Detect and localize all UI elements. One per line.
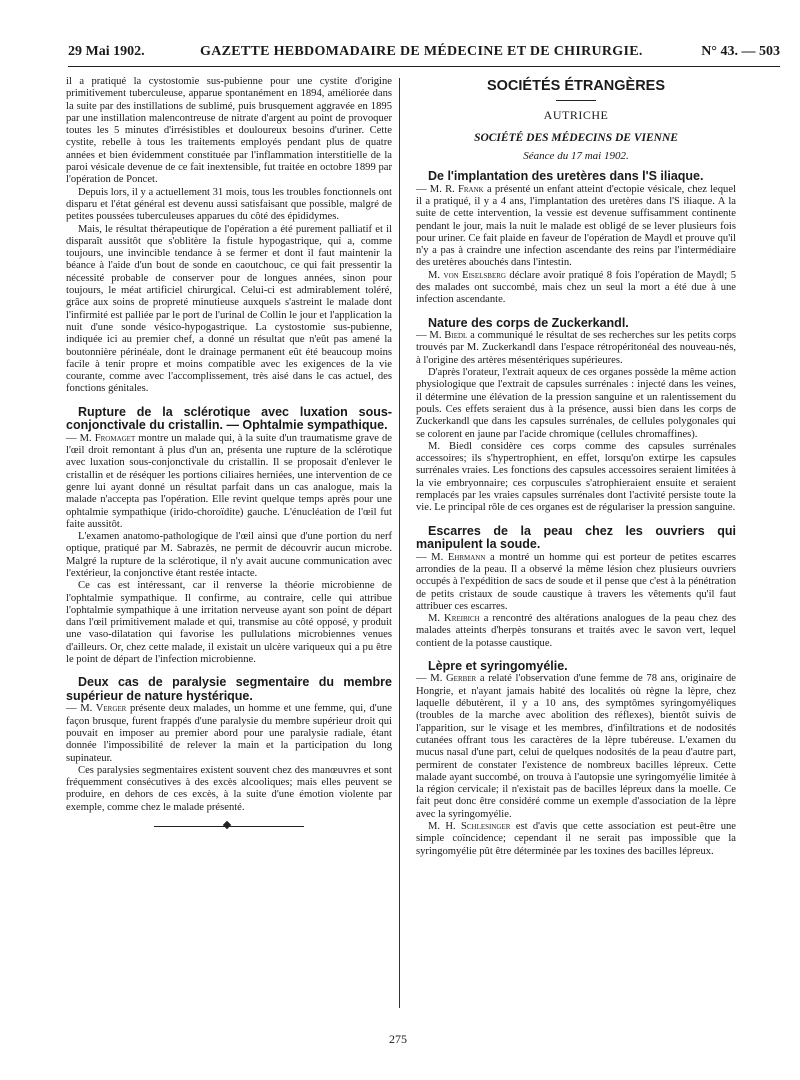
paragraph: Ce cas est intéressant, car il renverse la théorie microbienne de l'ophtalmie sympathique. Il confirme, au contraire, celle qui attribue l'ophtalmie sympathique à une irritation nerveuse ayant son point de départ dans l'œil primitivement malade et qui, transmise au côté opposé, y produit une vaso-dilatation qui favorise les pullulations microbiennes venues d'ailleurs. Or, chez cette malade, il existait un ulcère variqueux qui a pu être le point de départ de l'infection microbienne. [66, 580, 392, 666]
author-name: — M. Biedl [416, 330, 468, 342]
column-divider [399, 78, 400, 1008]
paragraph-text: a communiqué le résultat de ses recherches sur les petits corps trouvés par M. Zuckerkandl dans l'espace rétropéritonéal des nouveau-nés, à l'origine des artères mésentériques supérieures. [416, 330, 737, 366]
paragraph: Depuis lors, il y a actuellement 31 mois, tous les troubles fonctionnels ont disparu et l'état général est devenu aussi satisfaisant que possible, malgré de petites poussées tuberculeuses apparues du côté des épididymes. [66, 186, 392, 223]
paragraph: L'examen anatomo-pathologique de l'œil ainsi que d'une portion du nerf optique, pratiqué par M. Sabrazès, ne permit de découvrir aucun microbe. Malgré la rupture de la sclérotique, il n'y avait aucune communication avec l'extérieur, la conjonctive étant restée intacte. [66, 531, 392, 579]
heading-text: De l'implantation des uretères dans l'S iliaque. [428, 169, 704, 184]
heading-text: Escarres de la peau chez les ouvriers qui manipulent la soude. [416, 523, 736, 552]
paragraph: Ces paralysies segmentaires existent souvent chez des manœuvres et sont fréquemment consécutives à des excès alcooliques; mais elles peuvent se produire, en dehors de ces excès, à la suite d'une émotion violente par exemple, comme chez le malade présenté. [66, 764, 392, 813]
heading-text: Lèpre et syringomyélie. [428, 658, 568, 673]
society-heading: SOCIÉTÉ DES MÉDECINS DE VIENNE [474, 131, 678, 144]
left-column [66, 76, 392, 827]
paragraph [416, 673, 736, 821]
paragraph [416, 552, 736, 613]
paragraph [416, 613, 736, 650]
author-name: — M. Verger [66, 703, 127, 715]
session-date: Séance du 17 mai 1902. [523, 149, 629, 162]
page-number: 275 [389, 1032, 407, 1046]
author-name: M. von Eiselsberg [428, 269, 506, 281]
paragraph-text: montre un malade qui, à la suite d'un traumatisme grave de l'œil droit remontant à plus d'un an, présenta une rupture de la sclérotique avec luxation sous-conjonctivale du cristallin. Il se proposait d'enlever le cristallin et de réséquer les portions ciliaires herniées, une intervention de ce genre lui ayant donné un résultat parfait dans un cas analogue, mais la malade n'accepta pas l'opération. Elle revint quelque temps après pour une ophtalmie sympathique (irido-choroïdite) gauche. L'énucléation de l'œil fut faite aussitôt. [66, 432, 392, 530]
paragraph: D'après l'orateur, l'extrait aqueux de ces organes possède la même action physiologique que l'extrait de capsules surrénales : injecté dans les veines, il détermine une élévation de la pression sanguine et un ralentissement du pouls. Ces effets seraient dus à la présence, aussi bien dans les corps de Zuckerkandl que dans les capsules surrénales, de cellules polygonales qui se colorent en jaune par l'acide chromique (cellules chromaffines). [416, 367, 736, 440]
title-rule [556, 100, 596, 101]
paragraph [416, 821, 736, 858]
paragraph-text: déclare avoir pratiqué 8 fois l'opération de Maydl; 5 des malades ont succombé, mais chez un seul la mort a été due à une infection ascendante. [416, 269, 736, 306]
paragraph: il a pratiqué la cystostomie sus-pubienne pour une cystite d'origine primitivement tuberculeuse, apparue spontanément en 1894, améliorée dans la suite par des instillations de sublimé, puis brusquement aggravée en 1895 par une instillation malencontreuse de nitrate d'argent au point de provoquer toutes les 5 minutes d'irrésistibles et douloureux besoins d'uriner. Cette cystite, rebelle à tous les traitements employés pendant plus de quatre années et bien évidemment constituée par l'inflammation interstitielle de la paroi vésicale devenue de ce fait inextensible, fut traitée en octobre 1899 par l'opération de Poncet. [66, 76, 392, 186]
section-title: SOCIÉTÉS ÉTRANGÈRES [486, 78, 666, 94]
header-title: GAZETTE HEBDOMADAIRE DE MÉDECINE ET DE CHIRURGIE. [200, 44, 643, 59]
paragraph-text: présente deux malades, un homme et une femme, qui, d'une façon brusque, furent frappés d'une paralysie du membre supérieur droit qui pouvait en imposer au premier abord pour une paralysie radiale, étant donnée l'impossibilité de relever la main et la participation du long supinateur. [66, 703, 392, 764]
section-heading [66, 406, 392, 433]
heading-text: Nature des corps de Zuckerkandl. [428, 315, 629, 330]
section-heading [416, 525, 736, 552]
end-rule [154, 826, 304, 827]
paragraph-text: a rencontré des altérations analogues de la peau chez des malades atteints d'herpès tonsurans et traités avec le savon vert, lequel contient de la potasse caustique. [416, 613, 736, 649]
author-name: — M. Ehrmann [416, 551, 486, 563]
paragraph [416, 330, 736, 367]
right-column [416, 76, 736, 858]
section-heading [416, 660, 736, 674]
ornament-diamond [223, 821, 231, 829]
header-issue: N° 43. — 503 [701, 44, 780, 59]
heading-text: Rupture de la sclérotique avec luxation sous-conjonctivale du cristallin. — Ophtalmie sympathique. [66, 404, 392, 433]
author-name: — M. R. Frank [416, 183, 484, 195]
paragraph-text: a relaté l'observation d'une femme de 78 ans, originaire de Hongrie, et n'ayant jamais habité des localités où règne la lèpre, chez laquelle débutèrent, il y a 10 ans, des symptômes syringomyéliques (troubles de la marche avec abolition des réflexes), bientôt suivis de l'apparition, sur le visage et les membres, d'infiltrations et de nodosités cutanées offrant tous les caractères de la lèpre tubéreuse. L'examen du mucus nasal d'une part, celui de quelques nodosités de la peau d'autre part, permirent de constater l'existence de nombreux bacilles lépreux. Cette malade ayant succombé, on trouva à l'autopsie une syringomyélie limitée à la région cervicale; il n'existait pas de bacilles lépreux dans la moelle. Ce fait peut donc être considéré comme un exemple d'association de la lèpre avec la syringomyélie. [416, 673, 736, 820]
header-date: 29 Mai 1902. [68, 44, 145, 59]
paragraph: Mais, le résultat thérapeutique de l'opération a été purement palliatif et il disparaît aussitôt que s'oblitère la fistule hypogastrique, qui a, comme toujours, une invincible tendance à se fermer et dont il faut maintenir la béance à l'aide d'un bout de sonde en caoutchouc, ce qui fait pressentir la nécessité probable de conserver pour de longues années, sinon pour toujours, le méat artificiel chirurgical. Celui-ci est admirablement toléré, grâce aux soins de propreté minutieuse auxquels s'astreint le malade dont l'infirmité est palliée par le port de l'urinal de Collin le jour et l'application la nuit d'une sonde vésico-hypogastrique. La cystostomie sus-pubienne, indiquée ici au premier chef, a donné un résultat que n'eût pas amené la boutonnière périnéale, dont le drainage permanent eût été beaucoup moins facile à tenir propre et moins compatible avec les exigences de la vie courante, comme avec l'accomplissement, très aisé dans le cas actuel, des fonctions génitales. [66, 223, 392, 395]
heading-text: Deux cas de paralysie segmentaire du membre supérieur de nature hystérique. [66, 675, 392, 703]
section-heading [416, 170, 736, 184]
paragraph [416, 184, 736, 270]
paragraph [66, 703, 392, 764]
author-name: — M. Fromaget [66, 432, 136, 444]
paragraph: M. Biedl considère ces corps comme des capsules surrénales accessoires; ils s'hypertrophient, en effet, lorsqu'on extirpe les capsules surrénales vraies. Les fonctions des capsules accessoires seraient limitées à la vie embryonnaire; ces corpuscules s'atrophieraient ensuite et seraient remplacés par les vraies capsules surrénales dont l'activité persiste toute la vie. Le principal rôle de ces organes est de régulariser la pression sanguine. [416, 440, 736, 514]
paragraph-text: a présenté un enfant atteint d'ectopie vésicale, chez lequel il a pratiqué, il y a 4 ans, l'implantation des uretères dans l'S iliaque. A la suite de cette intervention, la vessie est devenue suffisamment continente pendant le jour, mais la nuit le malade est obligé de se lever plusieurs fois pour uriner. Ce fait plaide en faveur de l'opération de Maydl et prouve qu'il n'y a pas à craindre une infection ascendante des reins par l'intermédiaire des uretères abouchés dans l'intestin. [416, 183, 736, 269]
section-heading [416, 317, 736, 331]
author-name: M. H. Schlesinger [428, 821, 511, 833]
running-header [68, 44, 780, 67]
paragraph-text: a montré un homme qui est porteur de petites escarres arrondies de la peau. Il a observé la même lésion chez plusieurs ouvriers occupés à l'expédition de sacs de soude et il pense que c'est à la pénétration de petits cristaux de soude caustique à travers les vêtements qu'il faut attribuer ces escarres. [416, 551, 737, 612]
author-name: — M. Gerber [416, 673, 477, 685]
section-heading [66, 676, 392, 703]
paragraph [66, 433, 392, 531]
country-heading: AUTRICHE [543, 108, 609, 123]
author-name: M. Kreibich [428, 613, 480, 625]
paragraph [416, 270, 736, 307]
paragraph-text: est d'avis que cette association est peut-être une simple coïncidence; cependant il ne serait pas impossible que la syringomyélie pût être déterminée par les toxines des bacilles lépreux. [416, 821, 736, 857]
